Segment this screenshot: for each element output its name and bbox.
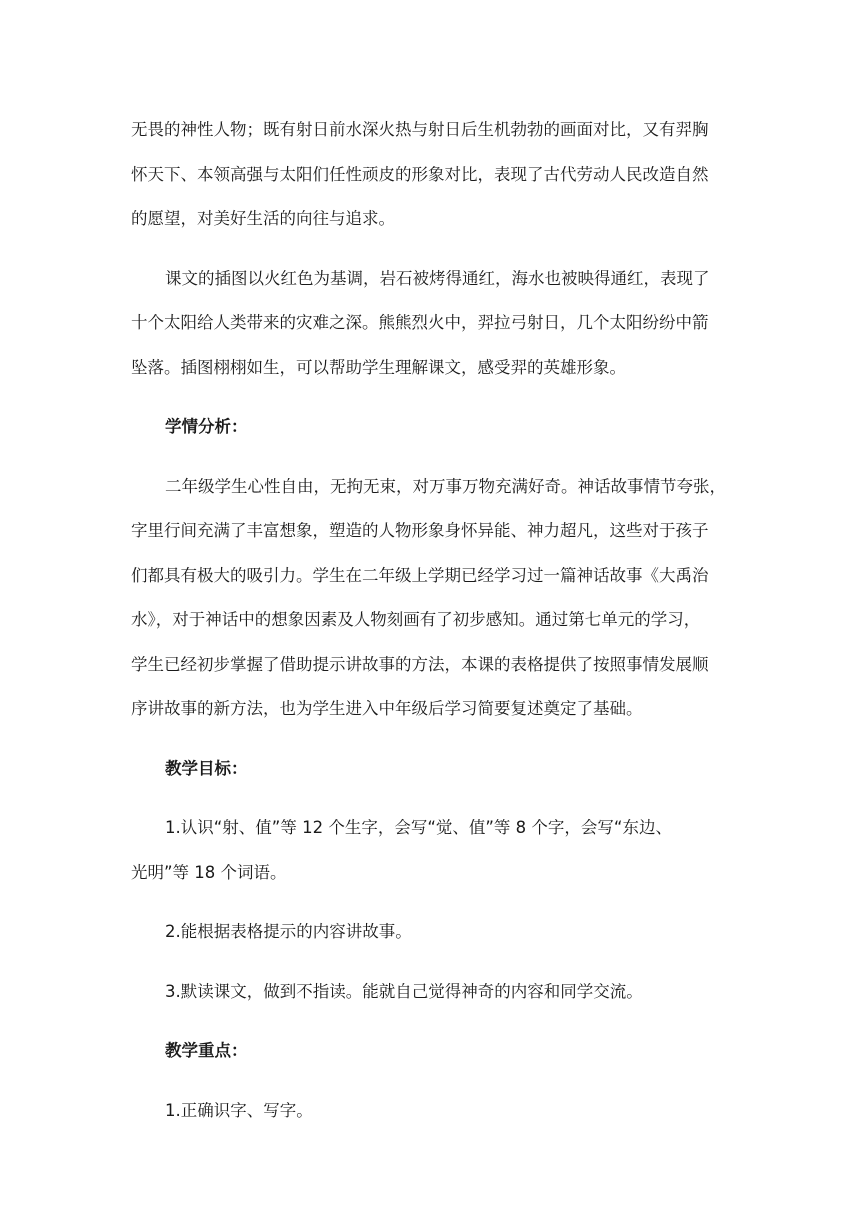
paragraph xyxy=(131,465,736,732)
text-line: 们都具有极大的吸引力。学生在二年级上学期已经学习过一篇神话故事《大禹治 xyxy=(131,565,709,585)
paragraph-gap xyxy=(131,1074,736,1089)
text-line: 序讲故事的新方法，也为学生进入中年级后学习简要复述奠定了基础。 xyxy=(131,699,643,718)
paragraph-gap xyxy=(131,1014,736,1029)
paragraph xyxy=(131,257,736,391)
heading-text: 学情分析： xyxy=(165,417,248,436)
text-line: 字里行间充满了丰富想象，塑造的人物形象身怀异能、神力超凡，这些对于孩子 xyxy=(131,521,709,540)
text-line: 无畏的神性人物；既有射日前水深火热与射日后生机勃勃的画面对比，又有羿胸 xyxy=(131,120,709,139)
paragraph-gap xyxy=(131,450,736,465)
heading-text: 教学目标： xyxy=(165,758,248,778)
paragraph-gap xyxy=(131,390,736,405)
text-line: 的愿望，对美好生活的向往与追求。 xyxy=(131,209,395,228)
heading-text: 教学重点： xyxy=(165,1041,248,1060)
paragraph-gap xyxy=(131,791,736,806)
paragraph xyxy=(131,806,736,895)
text-line: 十个太阳给人类带来的灾难之深。熊熊烈火中，羿拉弓射日，几个太阳纷纷中箭 xyxy=(131,313,709,332)
section-heading xyxy=(131,747,736,792)
text-line: 课文的插图以火红色为基调，岩石被烤得通红，海水也被映得通红，表现了 xyxy=(165,268,710,288)
text-line: 1.认识“射、值”等 12 个生字，会写“觉、值”等 8 个字，会写“东边、 xyxy=(165,818,672,837)
text-line: 坠落。插图栩栩如生，可以帮助学生理解课文，感受羿的英雄形象。 xyxy=(131,357,626,377)
paragraph-gap xyxy=(131,955,736,970)
text-line: 学生已经初步掌握了借助提示讲故事的方法，本课的表格提供了按照事情发展顺 xyxy=(131,654,709,674)
text-line: 水》，对于神话中的想象因素及人物刻画有了初步感知。通过第七单元的学习， xyxy=(131,610,701,629)
paragraph xyxy=(131,1089,736,1134)
text-line: 光明”等 18 个词语。 xyxy=(131,862,287,882)
text-line: 2.能根据表格提示的内容讲故事。 xyxy=(165,922,412,941)
paragraph xyxy=(131,108,736,242)
paragraph xyxy=(131,910,736,955)
paragraph-gap xyxy=(131,732,736,747)
paragraph-gap xyxy=(131,895,736,910)
section-heading xyxy=(131,405,736,450)
section-heading xyxy=(131,1029,736,1074)
document-body xyxy=(131,108,736,1133)
text-line: 怀天下、本领高强与太阳们任性顽皮的形象对比，表现了古代劳动人民改造自然 xyxy=(131,164,709,184)
text-line: 1.正确识字、写字。 xyxy=(165,1100,313,1120)
paragraph xyxy=(131,970,736,1015)
paragraph-gap xyxy=(131,242,736,257)
text-line: 二年级学生心性自由，无拘无束，对万事万物充满好奇。神话故事情节夸张， xyxy=(165,476,726,496)
text-line: 3.默读课文，做到不指读。能就自己觉得神奇的内容和同学交流。 xyxy=(165,981,643,1001)
